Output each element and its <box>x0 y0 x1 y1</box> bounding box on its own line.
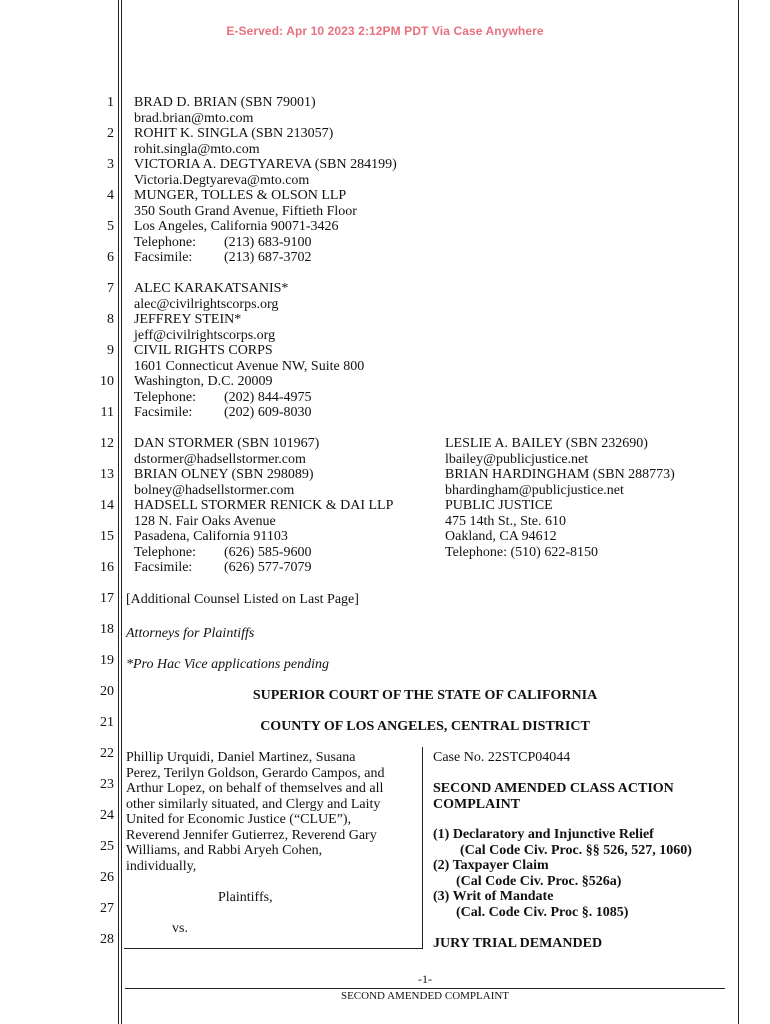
counsel-line: HADSELL STORMER RENICK & DAI LLP <box>134 498 394 513</box>
counsel-block-public-justice <box>445 436 675 560</box>
counsel-line: dstormer@hadsellstormer.com <box>134 451 306 467</box>
case-number: Case No. 22STCP04044 <box>433 750 571 765</box>
claim-citation: (Cal Code Civ. Proc. §§ 526, 527, 1060) <box>460 842 692 858</box>
counsel-line: alec@civilrightscorps.org <box>134 296 279 312</box>
counsel-line: BRAD D. BRIAN (SBN 79001) <box>134 95 316 110</box>
telephone-label: Telephone: <box>134 544 196 560</box>
claim-citation: (Cal. Code Civ. Proc §. 1085) <box>456 904 629 920</box>
counsel-line: Telephone: (510) 622-8150 <box>445 544 598 560</box>
telephone-label: Telephone: <box>134 389 196 405</box>
left-margin-rule-1 <box>118 0 119 1024</box>
page-number: -1- <box>418 972 432 986</box>
counsel-line: rohit.singla@mto.com <box>134 141 260 157</box>
line-number: 20 <box>100 684 114 699</box>
fax-line <box>134 560 393 576</box>
plaintiffs-label: Plaintiffs, <box>218 890 273 905</box>
counsel-line: Los Angeles, California 90071-3426 <box>134 219 339 234</box>
telephone-line <box>134 390 364 406</box>
party-line: Arthur Lopez, on behalf of themselves and all <box>126 781 384 796</box>
right-margin-rule <box>738 0 739 1024</box>
footer-title: SECOND AMENDED COMPLAINT <box>340 990 510 1002</box>
line-number: 4 <box>107 188 114 203</box>
fax-label: Facsimile: <box>134 560 193 575</box>
line-number: 1 <box>107 95 114 110</box>
fax-value: (213) 687-3702 <box>224 250 312 265</box>
line-number: 21 <box>100 715 114 730</box>
claim-citation: (Cal Code Civ. Proc. §526a) <box>456 873 622 889</box>
counsel-line: DAN STORMER (SBN 101967) <box>134 436 320 451</box>
parties-block <box>126 750 384 874</box>
counsel-line: Pasadena, California 91103 <box>134 529 288 544</box>
counsel-line: lbailey@publicjustice.net <box>445 451 589 467</box>
telephone-line <box>134 545 393 561</box>
line-number: 26 <box>100 870 114 885</box>
complaint-title-line: COMPLAINT <box>433 796 521 812</box>
party-line: other similarly situated, and Clergy and Laity <box>126 796 381 812</box>
counsel-line: 1601 Connecticut Avenue NW, Suite 800 <box>134 358 365 374</box>
line-number: 24 <box>100 808 114 823</box>
party-line: Williams, and Rabbi Aryeh Cohen, <box>126 843 323 858</box>
pro-hac-vice-note: *Pro Hac Vice applications pending <box>126 657 329 672</box>
claim-line: (3) Writ of Mandate <box>433 889 554 904</box>
telephone-line <box>134 235 397 251</box>
line-number: 18 <box>100 622 114 637</box>
counsel-line: bolney@hadsellstormer.com <box>134 482 295 498</box>
attorneys-for-plaintiffs: Attorneys for Plaintiffs <box>126 626 255 641</box>
line-number: 10 <box>100 374 114 389</box>
line-number: 19 <box>100 653 114 668</box>
counsel-block-crc <box>134 281 364 421</box>
line-number: 28 <box>100 932 114 947</box>
line-number: 9 <box>107 343 114 358</box>
counsel-line: CIVIL RIGHTS CORPS <box>134 343 273 358</box>
county-title: COUNTY OF LOS ANGELES, CENTRAL DISTRICT <box>260 719 590 734</box>
fax-value: (626) 577-7079 <box>224 560 312 575</box>
line-number: 7 <box>107 281 114 296</box>
line-number: 2 <box>107 126 114 141</box>
party-line: United for Economic Justice (“CLUE”), <box>126 812 352 827</box>
additional-counsel-note: [Additional Counsel Listed on Last Page] <box>126 592 359 607</box>
court-title: SUPERIOR COURT OF THE STATE OF CALIFORNIA <box>252 688 598 703</box>
counsel-line: ROHIT K. SINGLA (SBN 213057) <box>134 126 334 141</box>
line-number: 12 <box>100 436 114 451</box>
counsel-line: JEFFREY STEIN* <box>134 312 242 327</box>
fax-label: Facsimile: <box>134 250 193 265</box>
complaint-title <box>433 781 674 812</box>
counsel-line: 128 N. Fair Oaks Avenue <box>134 513 276 529</box>
telephone-label: Telephone: <box>134 234 196 250</box>
counsel-line: MUNGER, TOLLES & OLSON LLP <box>134 188 347 203</box>
left-margin-rule-2 <box>121 0 122 1024</box>
counsel-block-mto <box>134 95 397 266</box>
line-number: 3 <box>107 157 114 172</box>
fax-label: Facsimile: <box>134 405 193 420</box>
line-number: 25 <box>100 839 114 854</box>
telephone-value: (202) 844-4975 <box>224 389 312 405</box>
footer-rule <box>125 988 725 989</box>
counsel-line: Washington, D.C. 20009 <box>134 374 273 389</box>
line-number: 16 <box>100 560 114 575</box>
line-number: 27 <box>100 901 114 916</box>
line-number: 23 <box>100 777 114 792</box>
line-number: 17 <box>100 591 114 606</box>
claim-line: (2) Taxpayer Claim <box>433 858 549 873</box>
line-number: 11 <box>100 405 114 420</box>
counsel-line: ALEC KARAKATSANIS* <box>134 281 289 296</box>
party-line: Reverend Jennifer Gutierrez, Reverend Gary <box>126 827 377 843</box>
line-number: 13 <box>100 467 114 482</box>
eserved-stamp: E-Served: Apr 10 2023 2:12PM PDT Via Case Anywhere <box>226 24 544 38</box>
line-number: 14 <box>100 498 114 513</box>
counsel-block-hadsell <box>134 436 393 576</box>
party-line: Phillip Urquidi, Daniel Martinez, Susana <box>126 750 356 765</box>
line-number: 8 <box>107 312 114 327</box>
counsel-line: 350 South Grand Avenue, Fiftieth Floor <box>134 203 357 219</box>
fax-line <box>134 250 397 266</box>
counsel-line: LESLIE A. BAILEY (SBN 232690) <box>445 436 648 451</box>
counsel-line: BRIAN OLNEY (SBN 298089) <box>134 467 314 482</box>
line-number: 15 <box>100 529 114 544</box>
counsel-line: Oakland, CA 94612 <box>445 529 557 544</box>
telephone-value: (626) 585-9600 <box>224 544 312 560</box>
counsel-line: VICTORIA A. DEGTYAREVA (SBN 284199) <box>134 157 397 172</box>
fax-value: (202) 609-8030 <box>224 405 312 420</box>
line-number: 22 <box>100 746 114 761</box>
counsel-line: brad.brian@mto.com <box>134 110 254 126</box>
fax-line <box>134 405 364 421</box>
counsel-line: BRIAN HARDINGHAM (SBN 288773) <box>445 467 675 482</box>
claims-list <box>433 827 692 920</box>
counsel-line: 475 14th St., Ste. 610 <box>445 513 566 529</box>
party-line: Perez, Terilyn Goldson, Gerardo Campos, and <box>126 765 385 781</box>
counsel-line: PUBLIC JUSTICE <box>445 498 553 513</box>
complaint-title-line: SECOND AMENDED CLASS ACTION <box>433 781 674 796</box>
jury-trial-demand: JURY TRIAL DEMANDED <box>433 936 603 951</box>
party-line: individually, <box>126 858 197 874</box>
counsel-line: bhardingham@publicjustice.net <box>445 482 624 498</box>
line-number: 6 <box>107 250 114 265</box>
counsel-line: Victoria.Degtyareva@mto.com <box>134 172 310 188</box>
vs-label: vs. <box>172 921 188 936</box>
telephone-value: (213) 683-9100 <box>224 234 312 250</box>
line-number: 5 <box>107 219 114 234</box>
counsel-line: jeff@civilrightscorps.org <box>134 327 276 343</box>
claim-line: (1) Declaratory and Injunctive Relief <box>433 827 654 842</box>
